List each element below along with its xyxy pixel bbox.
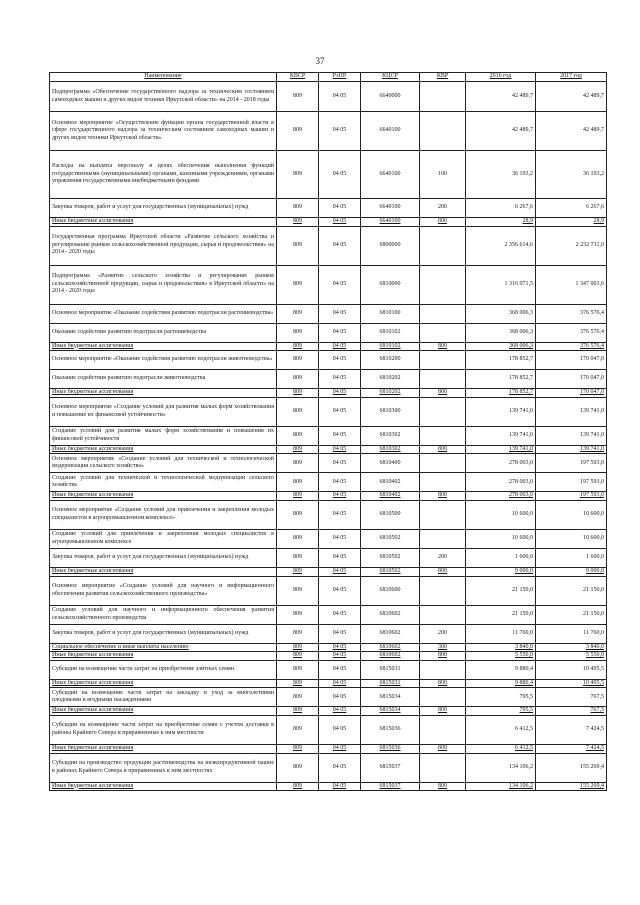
- row-name-cell: Иные бюджетные ассигнования: [50, 652, 277, 661]
- row-kcsr-cell: 6810300: [361, 397, 420, 426]
- row-2017-cell: 5 550,0: [536, 652, 607, 661]
- row-2016-cell: 6 412,5: [466, 744, 536, 753]
- row-2016-cell: 42 489,7: [466, 82, 536, 112]
- row-kcsr-cell: 6810100: [361, 304, 420, 323]
- row-2016-cell: 134 106,2: [466, 753, 536, 782]
- row-name-cell: Иные бюджетные ассигнования: [50, 707, 277, 716]
- table-row: [50, 323, 607, 342]
- table-row: [50, 652, 607, 661]
- table-row: [50, 605, 607, 624]
- table-row: [50, 707, 607, 716]
- row-kvr-cell: [420, 351, 466, 370]
- table-row: [50, 151, 607, 199]
- row-name-cell: Иные бюджетные ассигнования: [50, 342, 277, 351]
- row-2016-cell: 368 006,3: [466, 304, 536, 323]
- table-row: [50, 660, 607, 679]
- row-kvsr-cell: 809: [277, 454, 319, 473]
- table-row: [50, 744, 607, 753]
- row-name-cell: Иные бюджетные ассигнования: [50, 744, 277, 753]
- row-kvsr-cell: 809: [277, 744, 319, 753]
- row-name-cell: Иные бюджетные ассигнования: [50, 445, 277, 454]
- table-body: [50, 82, 607, 791]
- row-name-cell: Основное мероприятие «Создание условий для привлечения и закрепления молодых специалистов в агропромышленном комплексе»: [50, 500, 277, 529]
- row-2017-cell: 6 267,6: [536, 199, 607, 218]
- budget-table: [49, 72, 607, 791]
- row-rzpr-cell: 04 05: [319, 548, 361, 567]
- row-kvsr-cell: 809: [277, 624, 319, 643]
- row-kvsr-cell: 809: [277, 576, 319, 605]
- table-row: [50, 342, 607, 351]
- row-kcsr-cell: 6810202: [361, 370, 420, 389]
- row-kvsr-cell: 809: [277, 492, 319, 501]
- row-name-cell: Основное мероприятие «Оказание содействия развитию подотрасли животноводства»: [50, 351, 277, 370]
- row-2017-cell: 3 840,0: [536, 643, 607, 652]
- row-2016-cell: 2 356 614,6: [466, 226, 536, 265]
- table-row: [50, 218, 607, 227]
- row-rzpr-cell: 04 05: [319, 652, 361, 661]
- row-kvsr-cell: 809: [277, 265, 319, 304]
- row-2016-cell: 21 150,0: [466, 605, 536, 624]
- row-2016-cell: 6 412,5: [466, 715, 536, 744]
- row-kcsr-cell: 6640100: [361, 199, 420, 218]
- row-kcsr-cell: 6640100: [361, 218, 420, 227]
- row-2017-cell: 767,5: [536, 707, 607, 716]
- row-rzpr-cell: 04 05: [319, 342, 361, 351]
- row-kvsr-cell: 809: [277, 567, 319, 576]
- row-2016-cell: 795,5: [466, 688, 536, 707]
- row-rzpr-cell: 04 05: [319, 426, 361, 445]
- row-kvr-cell: [420, 323, 466, 342]
- row-2016-cell: 42 489,7: [466, 112, 536, 151]
- row-kcsr-cell: 6810402: [361, 473, 420, 492]
- row-2017-cell: 7 424,5: [536, 744, 607, 753]
- row-kvr-cell: 200: [420, 624, 466, 643]
- row-kcsr-cell: 6810502: [361, 567, 420, 576]
- row-2017-cell: 10 600,0: [536, 500, 607, 529]
- row-2016-cell: 134 106,2: [466, 782, 536, 791]
- row-name-cell: Основное мероприятие «Создание условий для развития малых форм хозяйствования и повышение их финансовой устойчивости»: [50, 397, 277, 426]
- row-kvr-cell: [420, 226, 466, 265]
- row-kcsr-cell: 6810602: [361, 605, 420, 624]
- row-name-cell: Создание условий для научного и информационного обеспечения развития сельскохозяйственного производства: [50, 605, 277, 624]
- row-2017-cell: 1 347 003,6: [536, 265, 607, 304]
- row-kcsr-cell: 6800000: [361, 226, 420, 265]
- row-name-cell: Основное мероприятие «Создание условий для научного и информационного обеспечения развития сельскохозяйственного производства»: [50, 576, 277, 605]
- table-row: [50, 199, 607, 218]
- row-kvr-cell: [420, 715, 466, 744]
- table-row: [50, 529, 607, 548]
- row-kvr-cell: [420, 82, 466, 112]
- row-kvsr-cell: 809: [277, 643, 319, 652]
- row-2017-cell: 11 760,0: [536, 624, 607, 643]
- row-2016-cell: 10 600,0: [466, 500, 536, 529]
- row-rzpr-cell: 04 05: [319, 112, 361, 151]
- row-2016-cell: 21 150,0: [466, 576, 536, 605]
- row-2017-cell: 376 576,4: [536, 304, 607, 323]
- table-row: [50, 473, 607, 492]
- row-kvsr-cell: 809: [277, 351, 319, 370]
- row-kcsr-cell: 6810600: [361, 576, 420, 605]
- table-row: [50, 753, 607, 782]
- row-kvr-cell: [420, 397, 466, 426]
- row-kvr-cell: 800: [420, 218, 466, 227]
- row-rzpr-cell: 04 05: [319, 529, 361, 548]
- row-name-cell: Основное мероприятие «Осуществление функции органа государственной власти в сфере государственного надзора за техническим состоянием самоходных машин и других видов техники Иркутской области»: [50, 112, 277, 151]
- row-kvr-cell: [420, 753, 466, 782]
- row-kvr-cell: [420, 500, 466, 529]
- table-row: [50, 445, 607, 454]
- row-rzpr-cell: 04 05: [319, 624, 361, 643]
- row-rzpr-cell: 04 05: [319, 454, 361, 473]
- row-kcsr-cell: 6815034: [361, 707, 420, 716]
- row-2017-cell: 197 593,0: [536, 473, 607, 492]
- row-kvsr-cell: 809: [277, 660, 319, 679]
- row-kvr-cell: 100: [420, 151, 466, 199]
- row-kvr-cell: 800: [420, 782, 466, 791]
- row-rzpr-cell: 04 05: [319, 500, 361, 529]
- row-name-cell: Основное мероприятие «Оказание содействия развитию подотрасли растениеводства»: [50, 304, 277, 323]
- row-2016-cell: 368 006,3: [466, 323, 536, 342]
- row-name-cell: Иные бюджетные ассигнования: [50, 492, 277, 501]
- row-kvr-cell: [420, 660, 466, 679]
- row-2017-cell: 36 193,2: [536, 151, 607, 199]
- row-2017-cell: 9 000,0: [536, 567, 607, 576]
- row-kcsr-cell: 6815031: [361, 679, 420, 688]
- row-rzpr-cell: 04 05: [319, 323, 361, 342]
- row-2017-cell: 155 269,4: [536, 782, 607, 791]
- row-2017-cell: 170 047,0: [536, 351, 607, 370]
- row-rzpr-cell: 04 05: [319, 492, 361, 501]
- row-kvr-cell: [420, 304, 466, 323]
- row-2016-cell: 1 600,0: [466, 548, 536, 567]
- header-kvsr: КВСР: [277, 73, 319, 82]
- row-rzpr-cell: 04 05: [319, 265, 361, 304]
- row-rzpr-cell: 04 05: [319, 82, 361, 112]
- row-kvsr-cell: 809: [277, 548, 319, 567]
- row-kcsr-cell: 6810302: [361, 445, 420, 454]
- header-kvr: КВР: [420, 73, 466, 82]
- row-kcsr-cell: 6815031: [361, 660, 420, 679]
- table-row: [50, 454, 607, 473]
- table-row: [50, 351, 607, 370]
- row-rzpr-cell: 04 05: [319, 567, 361, 576]
- row-name-cell: Создание условий для технической и технологической модернизации сельского хозяйства: [50, 473, 277, 492]
- row-kvsr-cell: 809: [277, 226, 319, 265]
- row-kvr-cell: [420, 576, 466, 605]
- row-name-cell: Иные бюджетные ассигнования: [50, 782, 277, 791]
- row-2017-cell: 21 150,0: [536, 605, 607, 624]
- row-rzpr-cell: 04 05: [319, 715, 361, 744]
- row-name-cell: Создание условий для развития малых форм хозяйствования и повышения их финансовой устойчивости: [50, 426, 277, 445]
- row-kcsr-cell: 6810202: [361, 389, 420, 398]
- row-kvr-cell: [420, 454, 466, 473]
- row-kvsr-cell: 809: [277, 426, 319, 445]
- row-2016-cell: 139 741,0: [466, 445, 536, 454]
- row-name-cell: Субсидии на возмещение части затрат на закладку и уход за многолетними плодовыми и ягодными насаждениями: [50, 688, 277, 707]
- row-2017-cell: 197 593,0: [536, 454, 607, 473]
- row-name-cell: Расходы на выплаты персоналу в целях обеспечения выполнения функций государственными (муниципальными) органами, казенными учреждениями, органами управления государственными внебюджетными фондами: [50, 151, 277, 199]
- row-kvr-cell: 800: [420, 707, 466, 716]
- row-name-cell: Субсидии на возмещение части затрат на приобретение семян с учетом доставки в районы Крайнего Севера и приравненные к ним местности: [50, 715, 277, 744]
- row-kvsr-cell: 809: [277, 323, 319, 342]
- row-2016-cell: 139 741,0: [466, 397, 536, 426]
- row-kvsr-cell: 809: [277, 707, 319, 716]
- row-kvsr-cell: 809: [277, 445, 319, 454]
- row-kcsr-cell: 6810400: [361, 454, 420, 473]
- row-kvsr-cell: 809: [277, 370, 319, 389]
- row-2017-cell: 170 047,0: [536, 370, 607, 389]
- row-kcsr-cell: 6815036: [361, 715, 420, 744]
- row-rzpr-cell: 04 05: [319, 226, 361, 265]
- row-2016-cell: 28,9: [466, 218, 536, 227]
- row-2017-cell: 42 489,7: [536, 112, 607, 151]
- table-row: [50, 226, 607, 265]
- row-kvsr-cell: 809: [277, 218, 319, 227]
- row-kvsr-cell: 809: [277, 500, 319, 529]
- row-rzpr-cell: 04 05: [319, 473, 361, 492]
- row-kvr-cell: 800: [420, 492, 466, 501]
- row-name-cell: Оказание содействия развитию подотрасли животноводства: [50, 370, 277, 389]
- row-kcsr-cell: 6815037: [361, 753, 420, 782]
- row-kcsr-cell: 6810102: [361, 323, 420, 342]
- row-kvr-cell: [420, 112, 466, 151]
- row-2017-cell: 2 232 711,0: [536, 226, 607, 265]
- table-row: [50, 492, 607, 501]
- row-rzpr-cell: 04 05: [319, 389, 361, 398]
- row-kcsr-cell: 6815037: [361, 782, 420, 791]
- row-kcsr-cell: 6810502: [361, 529, 420, 548]
- row-name-cell: Закупка товаров, работ и услуг для государственных (муниципальных) нужд: [50, 548, 277, 567]
- row-rzpr-cell: 04 05: [319, 660, 361, 679]
- row-name-cell: Субсидии на производство продукции растениеводства на низкопродуктивной пашне в районах Крайнего Севера и приравненных к ним местностях: [50, 753, 277, 782]
- row-kvsr-cell: 809: [277, 112, 319, 151]
- row-kvsr-cell: 809: [277, 82, 319, 112]
- row-kvsr-cell: 809: [277, 782, 319, 791]
- row-2017-cell: 197 593,0: [536, 492, 607, 501]
- row-2017-cell: 28,9: [536, 218, 607, 227]
- row-2016-cell: 10 600,0: [466, 529, 536, 548]
- row-kcsr-cell: 6810502: [361, 548, 420, 567]
- row-2017-cell: 376 576,4: [536, 323, 607, 342]
- row-kvr-cell: [420, 529, 466, 548]
- row-2017-cell: 1 600,0: [536, 548, 607, 567]
- row-rzpr-cell: 04 05: [319, 351, 361, 370]
- header-name: Наименование: [50, 73, 277, 82]
- row-kvsr-cell: 809: [277, 389, 319, 398]
- row-kvr-cell: 800: [420, 744, 466, 753]
- row-kvsr-cell: 809: [277, 715, 319, 744]
- row-rzpr-cell: 04 05: [319, 151, 361, 199]
- row-name-cell: Субсидии на возмещение части затрат на приобретение элитных семян: [50, 660, 277, 679]
- table-row: [50, 548, 607, 567]
- row-2016-cell: 178 852,7: [466, 351, 536, 370]
- row-2016-cell: 11 760,0: [466, 624, 536, 643]
- row-kvr-cell: 200: [420, 199, 466, 218]
- row-kcsr-cell: 6640100: [361, 112, 420, 151]
- row-name-cell: Основное мероприятие «Создание условий для технической и технологической модернизации сельского хозяйства»: [50, 454, 277, 473]
- row-2016-cell: 36 193,2: [466, 151, 536, 199]
- table-row: [50, 643, 607, 652]
- row-rzpr-cell: 04 05: [319, 576, 361, 605]
- row-kvsr-cell: 809: [277, 688, 319, 707]
- table-row: [50, 397, 607, 426]
- row-kcsr-cell: 6810602: [361, 624, 420, 643]
- row-kvr-cell: 800: [420, 389, 466, 398]
- row-kvsr-cell: 809: [277, 304, 319, 323]
- row-kvsr-cell: 809: [277, 679, 319, 688]
- row-name-cell: Оказание содействия развитию подотрасли растениеводства: [50, 323, 277, 342]
- header-2016: 2016 год: [466, 73, 536, 82]
- row-kvr-cell: 200: [420, 548, 466, 567]
- row-rzpr-cell: 04 05: [319, 744, 361, 753]
- row-kcsr-cell: 6810200: [361, 351, 420, 370]
- row-kcsr-cell: 6810500: [361, 500, 420, 529]
- row-2017-cell: 7 424,5: [536, 715, 607, 744]
- row-rzpr-cell: 04 05: [319, 370, 361, 389]
- row-kvr-cell: 300: [420, 643, 466, 652]
- row-rzpr-cell: 04 05: [319, 782, 361, 791]
- row-kvsr-cell: 809: [277, 342, 319, 351]
- table-row: [50, 500, 607, 529]
- row-kcsr-cell: 6810602: [361, 643, 420, 652]
- header-2017: 2017 год: [536, 73, 607, 82]
- row-2016-cell: 5 550,0: [466, 652, 536, 661]
- table-row: [50, 624, 607, 643]
- row-name-cell: Иные бюджетные ассигнования: [50, 218, 277, 227]
- row-rzpr-cell: 04 05: [319, 445, 361, 454]
- row-rzpr-cell: 04 05: [319, 199, 361, 218]
- row-2017-cell: 21 150,0: [536, 576, 607, 605]
- row-rzpr-cell: 04 05: [319, 707, 361, 716]
- row-rzpr-cell: 04 05: [319, 753, 361, 782]
- row-kcsr-cell: 6640100: [361, 151, 420, 199]
- row-2016-cell: 278 003,0: [466, 492, 536, 501]
- row-name-cell: Закупка товаров, работ и услуг для государственных (муниципальных) нужд: [50, 624, 277, 643]
- row-2017-cell: 139 741,0: [536, 397, 607, 426]
- row-kcsr-cell: 6810402: [361, 492, 420, 501]
- row-2017-cell: 376 576,4: [536, 342, 607, 351]
- row-name-cell: Государственная программа Иркутской области «Развитие сельского хозяйства и регулирование рынков сельскохозяйственной продукции, сырья и продовольствия» на 2014 - 2020 годы: [50, 226, 277, 265]
- header-kcsr: КЦСР: [361, 73, 420, 82]
- row-kcsr-cell: 6640000: [361, 82, 420, 112]
- row-rzpr-cell: 04 05: [319, 688, 361, 707]
- row-name-cell: Закупка товаров, работ и услуг для государственных (муниципальных) нужд: [50, 199, 277, 218]
- row-2017-cell: 155 269,4: [536, 753, 607, 782]
- row-2016-cell: 6 267,6: [466, 199, 536, 218]
- row-name-cell: Создание условий для привлечения и закрепления молодых специалистов в агропромышленном комплексе: [50, 529, 277, 548]
- row-2017-cell: 767,5: [536, 688, 607, 707]
- row-2017-cell: 10 600,0: [536, 529, 607, 548]
- row-2016-cell: 9 000,0: [466, 567, 536, 576]
- row-rzpr-cell: 04 05: [319, 679, 361, 688]
- row-kvsr-cell: 809: [277, 753, 319, 782]
- table-row: [50, 715, 607, 744]
- table-row: [50, 389, 607, 398]
- row-kcsr-cell: 6815034: [361, 688, 420, 707]
- table-row: [50, 370, 607, 389]
- row-rzpr-cell: 04 05: [319, 397, 361, 426]
- table-row: [50, 304, 607, 323]
- row-rzpr-cell: 04 05: [319, 605, 361, 624]
- row-kvsr-cell: 809: [277, 605, 319, 624]
- row-kvr-cell: [420, 370, 466, 389]
- row-2016-cell: 278 003,0: [466, 454, 536, 473]
- table-row: [50, 782, 607, 791]
- row-kcsr-cell: 6810302: [361, 426, 420, 445]
- table-row: [50, 576, 607, 605]
- row-kvr-cell: [420, 265, 466, 304]
- row-kvr-cell: 800: [420, 567, 466, 576]
- row-kcsr-cell: 6815036: [361, 744, 420, 753]
- row-kvr-cell: 800: [420, 342, 466, 351]
- row-name-cell: Подпрограмма «Развитие сельского хозяйства и регулирование рынков сельскохозяйственной продукции, сырья и продовольствия» в Иркутской области» на 2014 - 2020 годы: [50, 265, 277, 304]
- row-2017-cell: 42 489,7: [536, 82, 607, 112]
- row-name-cell: Иные бюджетные ассигнования: [50, 567, 277, 576]
- row-rzpr-cell: 04 05: [319, 304, 361, 323]
- row-name-cell: Иные бюджетные ассигнования: [50, 389, 277, 398]
- row-2017-cell: 10 495,5: [536, 660, 607, 679]
- row-2016-cell: 1 316 971,5: [466, 265, 536, 304]
- row-kvsr-cell: 809: [277, 473, 319, 492]
- row-kvsr-cell: 809: [277, 652, 319, 661]
- row-2017-cell: 10 495,5: [536, 679, 607, 688]
- row-2017-cell: 170 047,0: [536, 389, 607, 398]
- row-kcsr-cell: 6810102: [361, 342, 420, 351]
- row-kvr-cell: [420, 473, 466, 492]
- row-2016-cell: 795,5: [466, 707, 536, 716]
- row-kvsr-cell: 809: [277, 397, 319, 426]
- header-rzpr: РзПР: [319, 73, 361, 82]
- row-2017-cell: 139 741,0: [536, 426, 607, 445]
- page-number: 37: [315, 56, 325, 66]
- row-rzpr-cell: 04 05: [319, 218, 361, 227]
- row-2016-cell: 9 880,4: [466, 679, 536, 688]
- table-row: [50, 265, 607, 304]
- row-2016-cell: 178 852,7: [466, 370, 536, 389]
- row-2016-cell: 278 003,0: [466, 473, 536, 492]
- table-header-row: [50, 73, 607, 82]
- row-2016-cell: 3 840,0: [466, 643, 536, 652]
- table-row: [50, 426, 607, 445]
- row-2016-cell: 368 006,3: [466, 342, 536, 351]
- row-kvsr-cell: 809: [277, 151, 319, 199]
- row-kvr-cell: [420, 426, 466, 445]
- row-2016-cell: 139 741,0: [466, 426, 536, 445]
- row-rzpr-cell: 04 05: [319, 643, 361, 652]
- row-2017-cell: 139 741,0: [536, 445, 607, 454]
- row-kvr-cell: 800: [420, 445, 466, 454]
- table-row: [50, 679, 607, 688]
- row-kvr-cell: 800: [420, 679, 466, 688]
- row-kvr-cell: 800: [420, 652, 466, 661]
- table-row: [50, 82, 607, 112]
- row-name-cell: Иные бюджетные ассигнования: [50, 679, 277, 688]
- table-row: [50, 112, 607, 151]
- row-name-cell: Социальное обеспечение и иные выплаты населению: [50, 643, 277, 652]
- row-name-cell: Подпрограмма «Обеспечение государственного надзора за техническим состоянием самоходных машин и других видов техники Иркутской области» на 2014 - 2018 годы: [50, 82, 277, 112]
- row-kvsr-cell: 809: [277, 199, 319, 218]
- row-2016-cell: 9 880,4: [466, 660, 536, 679]
- table-row: [50, 567, 607, 576]
- table-row: [50, 688, 607, 707]
- row-kcsr-cell: 6810000: [361, 265, 420, 304]
- row-kvsr-cell: 809: [277, 529, 319, 548]
- row-2016-cell: 178 852,7: [466, 389, 536, 398]
- row-kvr-cell: [420, 605, 466, 624]
- row-kvr-cell: [420, 688, 466, 707]
- row-kcsr-cell: 6810602: [361, 652, 420, 661]
